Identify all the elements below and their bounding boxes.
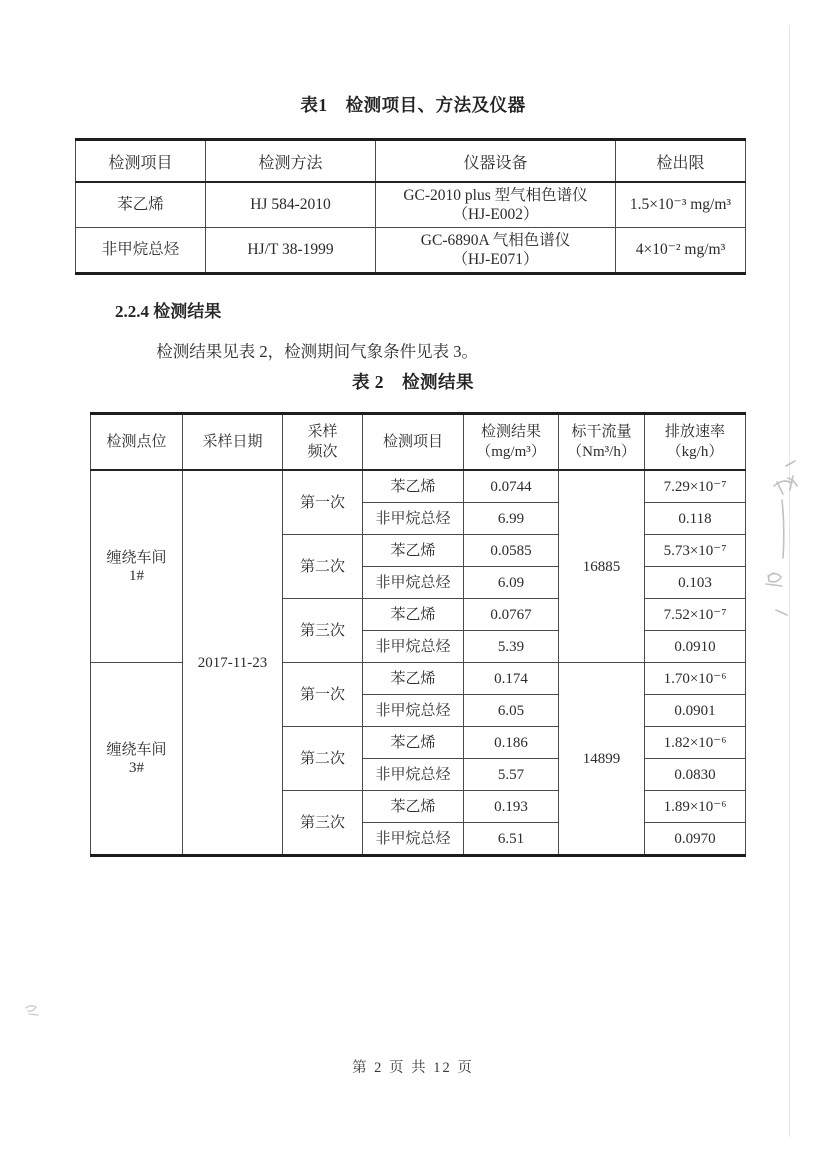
t2-item-cell: 苯乙烯 xyxy=(363,599,464,631)
t1-item-cell: 非甲烷总烃 xyxy=(76,228,206,274)
table2-row xyxy=(91,470,746,503)
t2-rate-cell: 7.52×10⁻⁷ xyxy=(645,599,746,631)
t2-item-cell: 苯乙烯 xyxy=(363,470,464,503)
t1-header-limit: 检出限 xyxy=(616,140,746,183)
handwriting-mark-artifact xyxy=(752,458,806,633)
t2-result-cell: 0.193 xyxy=(464,791,559,823)
t2-frequency-cell: 第三次 xyxy=(283,791,363,856)
t2-result-cell: 6.05 xyxy=(464,695,559,727)
t1-header-method: 检测方法 xyxy=(206,140,376,183)
t2-item-cell: 非甲烷总烃 xyxy=(363,695,464,727)
t2-flow-cell: 14899 xyxy=(559,663,645,856)
t1-item-cell: 苯乙烯 xyxy=(76,182,206,228)
t2-item-cell: 苯乙烯 xyxy=(363,727,464,759)
page-number: 第 2 页 共 12 页 xyxy=(352,1060,474,1076)
t2-frequency-cell: 第一次 xyxy=(283,663,363,727)
t2-location-cell: 缠绕车间 3# xyxy=(91,663,183,856)
t2-result-cell: 6.99 xyxy=(464,503,559,535)
t2-result-cell: 0.174 xyxy=(464,663,559,695)
t2-rate-cell: 0.118 xyxy=(645,503,746,535)
t2-frequency-cell: 第二次 xyxy=(283,727,363,791)
t2-header-col4: 检测结果 （mg/m³） xyxy=(464,414,559,471)
t2-result-cell: 0.0744 xyxy=(464,470,559,503)
t2-result-cell: 5.39 xyxy=(464,631,559,663)
t2-rate-cell: 5.73×10⁻⁷ xyxy=(645,535,746,567)
table2-header xyxy=(91,414,746,471)
t2-rate-cell: 0.103 xyxy=(645,567,746,599)
t2-rate-cell: 0.0830 xyxy=(645,759,746,791)
t2-rate-cell: 0.0970 xyxy=(645,823,746,856)
table2-container xyxy=(90,412,746,857)
table2-header-row xyxy=(91,414,746,471)
t2-rate-cell: 0.0901 xyxy=(645,695,746,727)
t2-rate-cell: 0.0910 xyxy=(645,631,746,663)
t2-item-cell: 非甲烷总烃 xyxy=(363,503,464,535)
t2-date-cell: 2017-11-23 xyxy=(183,470,283,856)
section-heading: 2.2.4 检测结果 xyxy=(115,302,222,321)
t2-rate-cell: 1.89×10⁻⁶ xyxy=(645,791,746,823)
t2-result-cell: 0.186 xyxy=(464,727,559,759)
t2-frequency-cell: 第二次 xyxy=(283,535,363,599)
table2-title: 表 2 检测结果 xyxy=(351,372,475,392)
table1-title: 表1 检测项目、方法及仪器 xyxy=(300,95,526,115)
table1-body xyxy=(76,182,746,274)
t1-header-item: 检测项目 xyxy=(76,140,206,183)
t2-header-col2: 采样 频次 xyxy=(283,414,363,471)
table1-row xyxy=(76,182,746,228)
table1-header xyxy=(76,140,746,183)
t1-instrument-cell: GC-6890A 气相色谱仪 （HJ-E071） xyxy=(376,228,616,274)
body-paragraph: 检测结果见表 2，检测期间气象条件见表 3。 xyxy=(156,342,478,361)
t2-header-col6: 排放速率 （kg/h） xyxy=(645,414,746,471)
table1-header-row xyxy=(76,140,746,183)
table1-methods-instruments xyxy=(75,138,746,275)
table2-results xyxy=(90,412,746,857)
t1-limit-cell: 4×10⁻² mg/m³ xyxy=(616,228,746,274)
table2-body xyxy=(91,470,746,856)
scan-smudge-artifact xyxy=(22,1002,44,1018)
t2-item-cell: 非甲烷总烃 xyxy=(363,567,464,599)
t1-instrument-cell: GC-2010 plus 型气相色谱仪 （HJ-E002） xyxy=(376,182,616,228)
t2-item-cell: 苯乙烯 xyxy=(363,663,464,695)
t2-header-col3: 检测项目 xyxy=(363,414,464,471)
t2-item-cell: 苯乙烯 xyxy=(363,791,464,823)
table1-row xyxy=(76,228,746,274)
t2-frequency-cell: 第三次 xyxy=(283,599,363,663)
t2-result-cell: 5.57 xyxy=(464,759,559,791)
t2-rate-cell: 7.29×10⁻⁷ xyxy=(645,470,746,503)
t2-item-cell: 非甲烷总烃 xyxy=(363,631,464,663)
t2-result-cell: 0.0767 xyxy=(464,599,559,631)
t2-result-cell: 6.51 xyxy=(464,823,559,856)
t2-header-col0: 检测点位 xyxy=(91,414,183,471)
t2-frequency-cell: 第一次 xyxy=(283,470,363,535)
t1-method-cell: HJ 584-2010 xyxy=(206,182,376,228)
t2-item-cell: 非甲烷总烃 xyxy=(363,759,464,791)
table1-container xyxy=(75,138,746,275)
t2-rate-cell: 1.70×10⁻⁶ xyxy=(645,663,746,695)
t2-item-cell: 非甲烷总烃 xyxy=(363,823,464,856)
t1-header-instrument: 仪器设备 xyxy=(376,140,616,183)
t2-result-cell: 0.0585 xyxy=(464,535,559,567)
t2-location-cell: 缠绕车间 1# xyxy=(91,470,183,663)
t2-header-col5: 标干流量 （Nm³/h） xyxy=(559,414,645,471)
t2-header-col1: 采样日期 xyxy=(183,414,283,471)
t2-result-cell: 6.09 xyxy=(464,567,559,599)
t2-flow-cell: 16885 xyxy=(559,470,645,663)
t1-limit-cell: 1.5×10⁻³ mg/m³ xyxy=(616,182,746,228)
t2-item-cell: 苯乙烯 xyxy=(363,535,464,567)
t2-rate-cell: 1.82×10⁻⁶ xyxy=(645,727,746,759)
t1-method-cell: HJ/T 38-1999 xyxy=(206,228,376,274)
